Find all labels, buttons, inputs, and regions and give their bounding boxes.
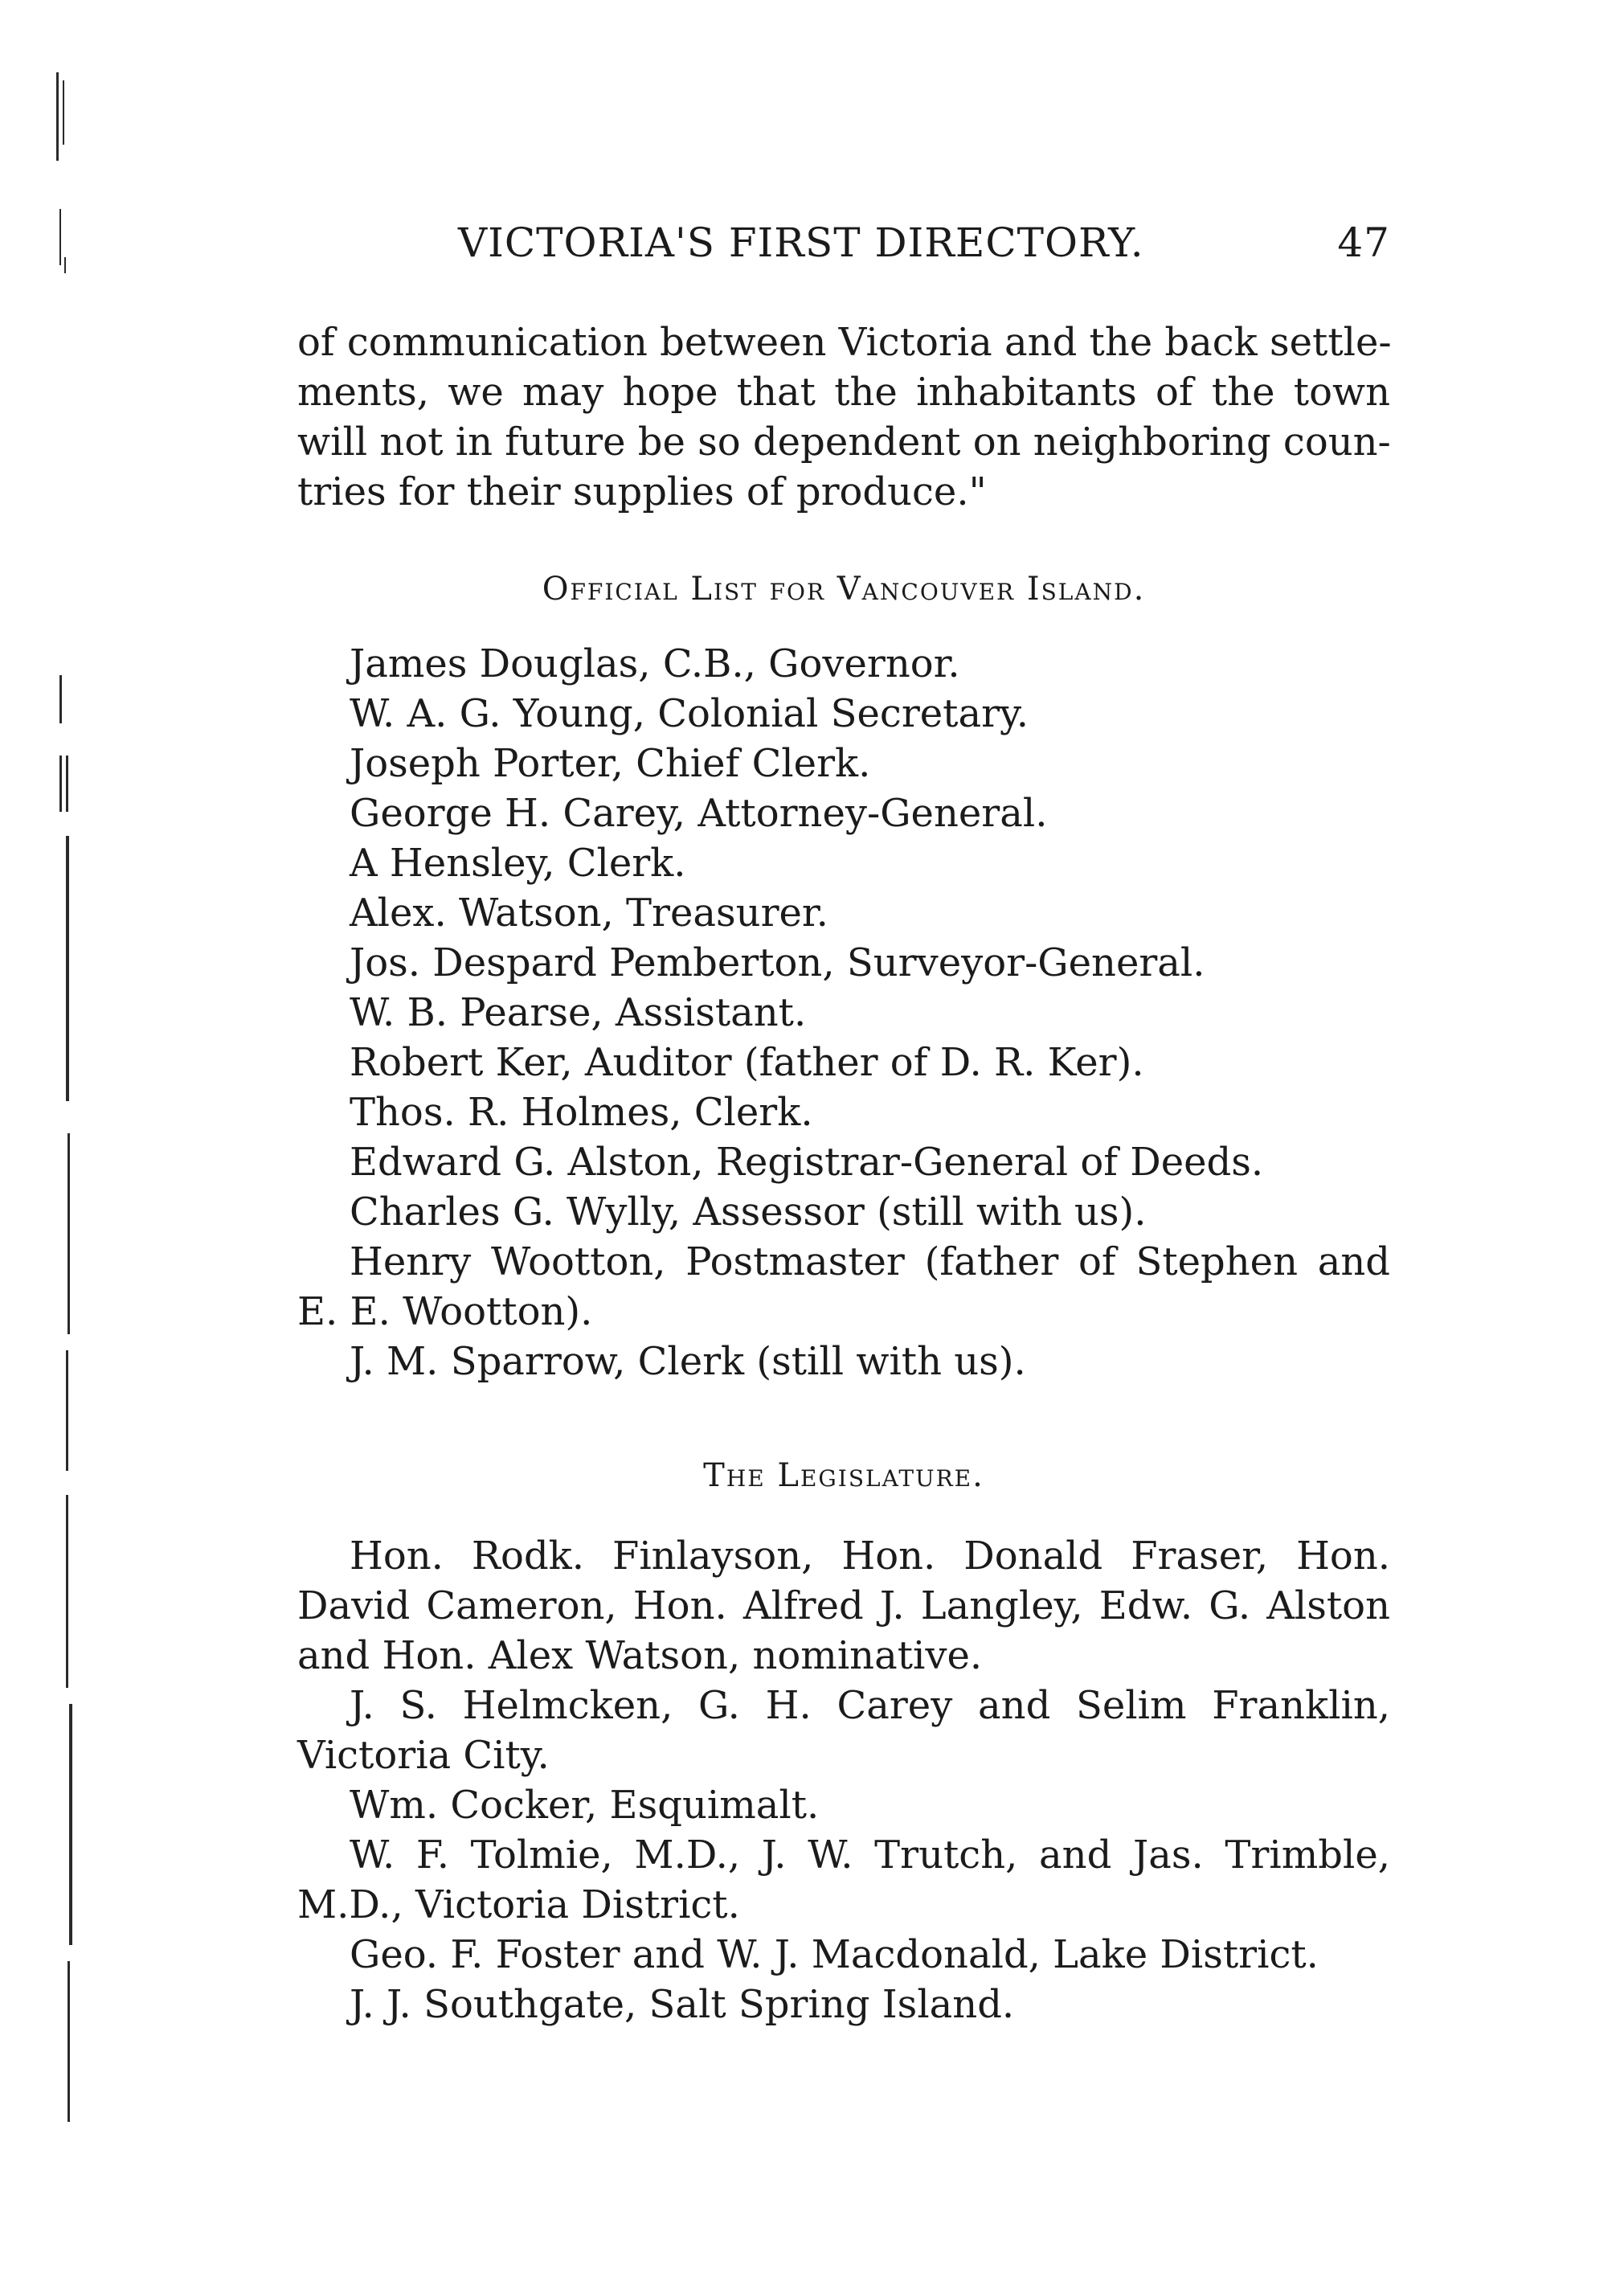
official-entry: George H. Carey, Attorney-General. [350, 791, 1048, 836]
official-entry: Thos. R. Holmes, Clerk. [350, 1090, 813, 1135]
official-entry: W. B. Pearse, Assistant. [350, 990, 807, 1035]
official-list-heading: Official List for Vancouver Island. [542, 571, 1146, 608]
intro-line: will not in future be so dependent on neighboring coun- [297, 420, 1391, 465]
running-head [458, 217, 1390, 268]
running-head-title: VICTORIA'S FIRST DIRECTORY. [458, 219, 1144, 266]
official-entry: Jos. Despard Pemberton, Surveyor-General. [350, 940, 1205, 985]
official-entry: James Douglas, C.B., Governor. [350, 641, 960, 686]
official-entry: Edward G. Alston, Registrar-General of Deeds. [350, 1140, 1264, 1185]
legislature-entry: Wm. Cocker, Esquimalt. [350, 1783, 820, 1828]
official-entry: J. M. Sparrow, Clerk (still with us). [350, 1339, 1026, 1384]
official-entry: Joseph Porter, Chief Clerk. [350, 741, 871, 786]
legislature-entry: Hon. Rodk. Finlayson, Hon. Donald Fraser, Hon. David Cameron, Hon. Alfred J. Langley, Edw. G. Alston and Hon. Alex Watson, nominative. [297, 1534, 1390, 1678]
page-number: 47 [1337, 219, 1390, 266]
official-entry: A Hensley, Clerk. [350, 841, 686, 886]
intro-line: tries for their supplies of produce." [297, 469, 987, 514]
legislature-entry: W. F. Tolmie, M.D., J. W. Trutch, and Jas. Trimble, M.D., Victoria District. [297, 1833, 1390, 1927]
official-entry: W. A. G. Young, Colonial Secretary. [350, 691, 1029, 736]
official-list [297, 639, 1390, 1386]
binding-edge-marks [48, 48, 96, 2218]
legislature-heading: The Legislature. [703, 1457, 984, 1494]
official-entry: Robert Ker, Auditor (father of D. R. Ker). [350, 1040, 1144, 1085]
official-entry: Alex. Watson, Treasurer. [350, 891, 828, 936]
legislature-entry: Geo. F. Foster and W. J. Macdonald, Lake District. [350, 1932, 1319, 1977]
intro-line: ments, we may hope that the inhabitants of the town [297, 370, 1390, 415]
legislature-entry: J. S. Helmcken, G. H. Carey and Selim Franklin, Victoria City. [297, 1683, 1390, 1778]
official-entry: Henry Wootton, Postmaster (father of Stephen and E. E. Wootton). [297, 1239, 1390, 1334]
intro-paragraph [297, 317, 1390, 517]
intro-line: of communication between Victoria and the back settle- [297, 320, 1392, 365]
legislature-list [297, 1531, 1390, 2029]
legislature-entry: J. J. Southgate, Salt Spring Island. [350, 1982, 1015, 2027]
official-entry: Charles G. Wylly, Assessor (still with us). [350, 1190, 1147, 1235]
